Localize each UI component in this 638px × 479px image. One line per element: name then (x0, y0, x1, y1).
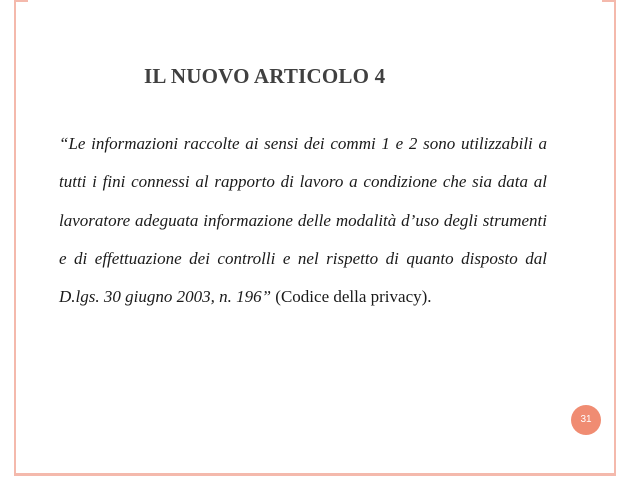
slide-title: IL NUOVO ARTICOLO 4 (144, 64, 386, 88)
slide-body (59, 125, 547, 316)
frame-corner-left (14, 0, 28, 2)
law-reference: (Codice della privacy). (271, 287, 432, 307)
frame-corner-right (602, 0, 616, 2)
law-quote: “Le informazioni raccolte ai sensi dei commi 1 e 2 sono utilizzabili a tutti i fini connessi al rapporto di lavoro a condizione che sia data al lavoratore adeguata informazione delle modalità d’uso degli strumenti e di effettuazione dei controlli e nel rispetto di quanto disposto dal D.lgs. 30 giugno 2003, n. 196” (59, 134, 547, 307)
page-number-badge: 31 (571, 405, 601, 435)
